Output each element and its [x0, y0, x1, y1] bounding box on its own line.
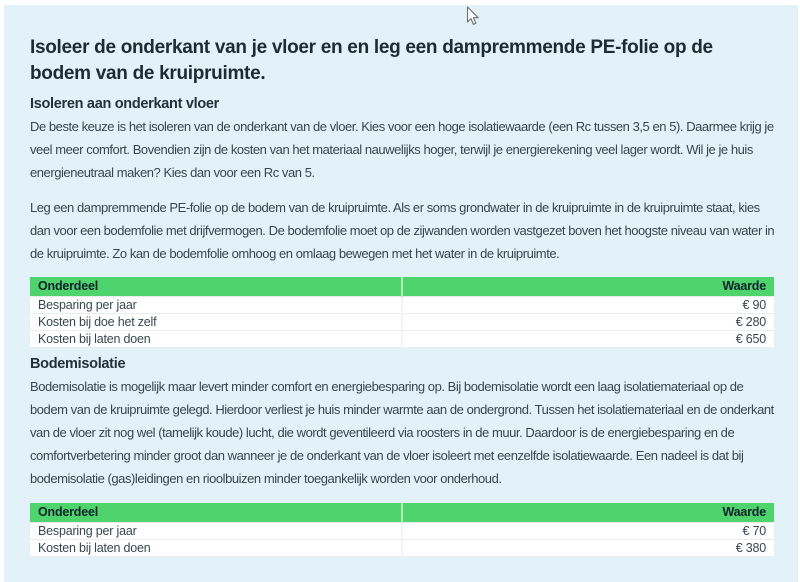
column-header-onderdeel: Onderdeel	[30, 277, 402, 297]
section-heading-bodemisolatie: Bodemisolatie	[30, 356, 126, 372]
table-header-row	[30, 277, 774, 297]
table-cell-value: € 650	[402, 331, 774, 348]
cost-table-bodemisolatie	[30, 503, 774, 557]
table-row	[30, 331, 774, 348]
table-row	[30, 297, 774, 314]
table-row	[30, 540, 774, 557]
table-header-row	[30, 503, 774, 523]
table-cell-value: € 90	[402, 297, 774, 314]
table-row	[30, 523, 774, 540]
column-header-waarde: Waarde	[402, 503, 774, 523]
table-cell-value: € 70	[402, 523, 774, 540]
page-title: Isoleer de onderkant van je vloer en en leg een dampremmende PE-folie op de bodem van de kruipruimte.	[30, 37, 713, 84]
section-heading-isoleren-onderkant: Isoleren aan onderkant vloer	[30, 96, 220, 112]
paragraph-onderkant-vloer: De beste keuze is het isoleren van de onderkant van de vloer. Kies voor een hoge isolatiewaarde (een Rc tussen 3,5 en 5). Daarmee krijg je veel meer comfort. Bovendien zijn de kosten van het materiaal nauwelijks hoger, terwijl je energierekening veel lager wordt. Wil je je huis energieneutraal maken? Kies dan voor een Rc van 5.	[30, 119, 774, 180]
paragraph-bodemisolatie: Bodemisolatie is mogelijk maar levert minder comfort en energiebesparing op. Bij bodemisolatie wordt een laag isolatiemateriaal op de bodem van de kruipruimte gelegd. Hierdoor verliest je huis minder warmte aan de ondergrond. Tussen het isolatiemateriaal en de onderkant van de vloer zit nog wel (tamelijk koude) lucht, die wordt geventileerd via roosters in de muur. Daardoor is de energiebesparing en de comfortverbetering minder groot dan wanneer je de onderkant van de vloer isoleert met eenzelfde isolatiewaarde. Een nadeel is dat bij bodemisolatie (gas)leidingen en rioolbuizen minder toegankelijk worden voor onderhoud.	[30, 379, 774, 486]
column-header-waarde: Waarde	[402, 277, 774, 297]
table-cell-value: € 280	[402, 314, 774, 331]
table-cell-value: € 380	[402, 540, 774, 557]
column-header-onderdeel: Onderdeel	[30, 503, 402, 523]
paragraph-pe-folie: Leg een dampremmende PE-folie op de bodem van de kruipruimte. Als er soms grondwater in de kruipruimte in de kruipruimte staat, kies dan voor een bodemfolie met drijfvermogen. De bodemfolie moet op de zijwanden worden vastgezet boven het hoogste niveau van water in de kruipruimte. Zo kan de bodemfolie omhoog en omlaag bewegen met het water in de kruipruimte.	[30, 200, 775, 261]
table-cell-label: Besparing per jaar	[30, 523, 402, 540]
cost-table-vloerisolatie	[30, 277, 774, 348]
content-panel	[4, 5, 798, 582]
table-cell-label: Kosten bij laten doen	[30, 540, 402, 557]
table-row	[30, 314, 774, 331]
table-cell-label: Kosten bij doe het zelf	[30, 314, 402, 331]
table-cell-label: Kosten bij laten doen	[30, 331, 402, 348]
article	[4, 5, 798, 557]
table-cell-label: Besparing per jaar	[30, 297, 402, 314]
